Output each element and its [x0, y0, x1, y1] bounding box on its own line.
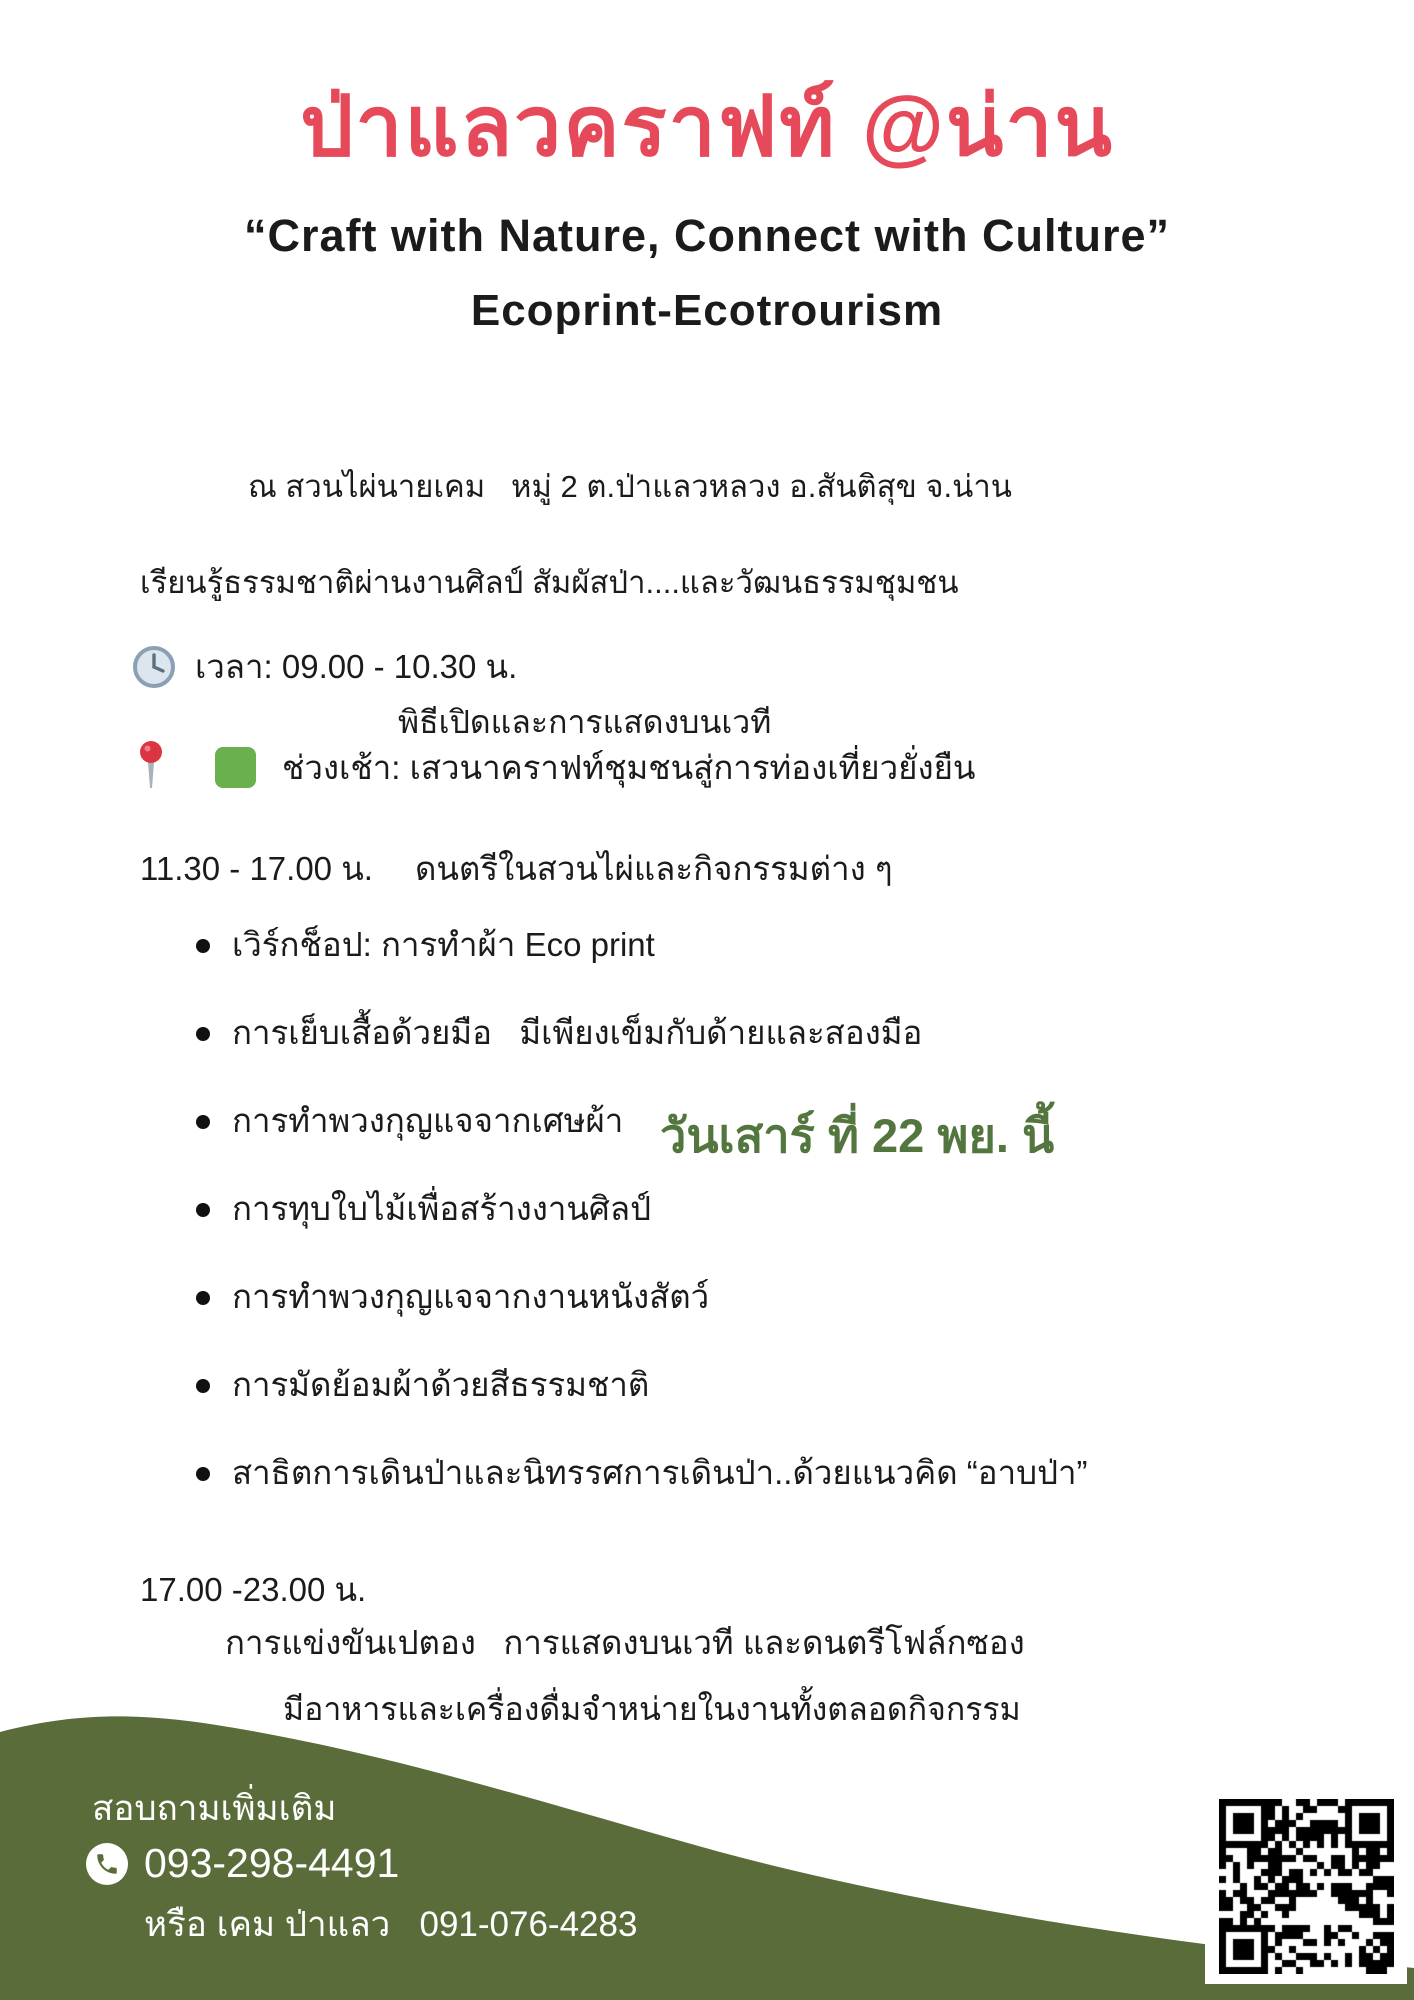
activity-item: [196, 925, 1088, 965]
midday-time: 11.30 - 17.00 น.: [140, 850, 373, 887]
morning-detail: พิธีเปิดและการแสดงบนเวที: [398, 704, 772, 740]
event-title: ป่าแลวคราฟท์ @น่าน: [300, 79, 1114, 173]
bullet-icon: [196, 1467, 210, 1481]
activity-item: [196, 1013, 1088, 1053]
activity-text: การมัดย้อมผ้าด้วยสีธรรมชาติ: [232, 1366, 650, 1403]
activity-item: [196, 1365, 1088, 1405]
bullet-icon: [196, 939, 210, 953]
clock-icon: [133, 646, 175, 688]
phone-icon: [86, 1843, 128, 1885]
activity-text: การเย็บเสื้อด้วยมือ มีเพียงเข็มกับด้ายและสองมือ: [232, 1014, 923, 1051]
morning-session: ช่วงเช้า: เสวนาคราฟท์ชุมชนสู่การท่องเที่ยวยั่งยืน: [282, 748, 976, 786]
morning-time: เวลา: 09.00 - 10.30 น.: [195, 648, 518, 685]
food-note: มีอาหารและเครื่องดื่มจำหน่ายในงานทั้งตลอดกิจกรรม: [283, 1691, 1021, 1727]
round-pushpin-icon: [137, 740, 165, 794]
phone-row: [86, 1840, 399, 1887]
contact-label: สอบถามเพิ่มเติม: [92, 1789, 337, 1828]
morning-session-row: [137, 740, 975, 794]
event-date-highlight: วันเสาร์ ที่ 22 พย. นี้: [660, 1109, 1055, 1162]
evening-detail: การแข่งขันเปตอง การแสดงบนเวที และดนตรีโฟล์กซอง: [225, 1624, 1025, 1661]
activity-item: [196, 1277, 1088, 1317]
activities-list: [196, 925, 1088, 1541]
tagline-line: เรียนรู้ธรรมชาติผ่านงานศิลป์ สัมผัสป่า....และวัฒนธรรมชุมชน: [140, 565, 959, 600]
green-square-icon: [215, 747, 256, 788]
bullet-icon: [196, 1027, 210, 1041]
bullet-icon: [196, 1203, 210, 1217]
midday-detail: ดนตรีในสวนไผ่และกิจกรรมต่าง ๆ: [414, 850, 893, 887]
evening-time: 17.00 -23.00 น.: [140, 1571, 367, 1608]
activity-item: [196, 1453, 1088, 1493]
activity-item: [196, 1189, 1088, 1229]
phone-number-2: หรือ เคม ป่าแลว 091-076-4283: [144, 1905, 638, 1944]
qr-code-canvas: [1219, 1799, 1394, 1974]
bullet-icon: [196, 1115, 210, 1129]
subtitle-english-2: Ecoprint-Ecotrourism: [470, 286, 944, 335]
activity-text: การทำพวงกุญแจจากเศษผ้า: [232, 1102, 624, 1139]
bullet-icon: [196, 1291, 210, 1305]
activity-text: สาธิตการเดินป่าและนิทรรศการเดินป่า..ด้วยแนวคิด “อาบป่า”: [232, 1454, 1088, 1491]
activity-text: การทุบใบไม้เพื่อสร้างงานศิลป์: [232, 1190, 652, 1227]
subtitle-english-1: “Craft with Nature, Connect with Culture”: [243, 210, 1170, 261]
morning-time-row: [133, 640, 517, 693]
qr-code: [1205, 1788, 1407, 1984]
venue-line: ณ สวนไผ่นายเคม หมู่ 2 ต.ป่าแลวหลวง อ.สันติสุข จ.น่าน: [248, 469, 1012, 504]
bullet-icon: [196, 1379, 210, 1393]
activity-text: เวิร์กช็อป: การทำผ้า Eco print: [232, 926, 655, 963]
phone-number-1: 093-298-4491: [144, 1840, 400, 1886]
midday-row: [140, 842, 893, 895]
activity-text: การทำพวงกุญแจจากงานหนังสัตว์: [232, 1278, 710, 1315]
